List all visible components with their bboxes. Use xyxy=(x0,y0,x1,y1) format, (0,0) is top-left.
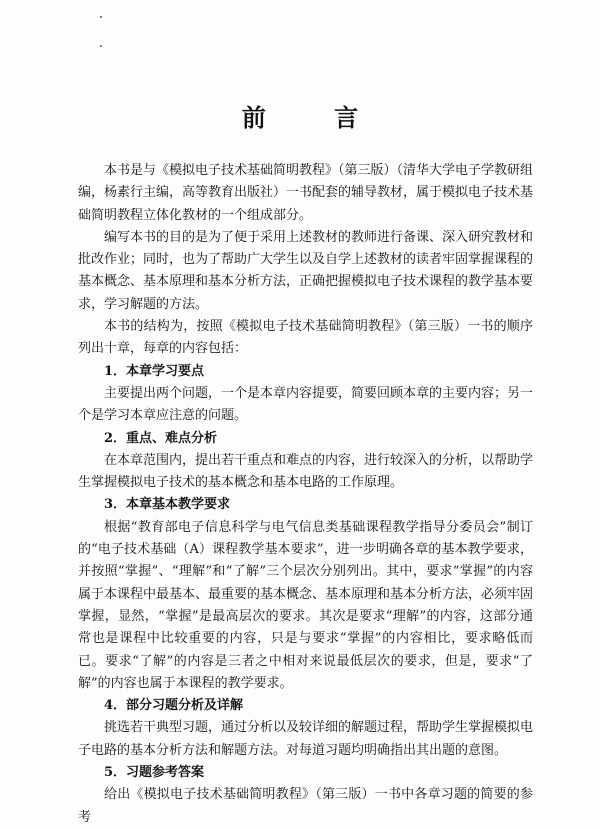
section-heading-3: 3．本章基本教学要求 xyxy=(104,497,231,513)
paragraph-structure: 本书的结构为，按照《模拟电子技术基础简明教程》（第三版）一书的顺序列出十章，每章的内容包括： xyxy=(78,319,533,357)
section-heading-2: 2．重点、难点分析 xyxy=(104,430,218,446)
paragraph-section-3: 根据“教育部电子信息科学与电气信息类基础课程教学指导分委员会”制订的“电子技术基础（A）课程教学基本要求”，进一步明确各章的基本教学要求，并按照“掌握”、“理解”和“了解”三个层次分别列出。其中，要求“掌握”的内容属于本课程中最基本、最重要的基本概念、基本原理和基本分析方法，必须牢固掌握，显然，“掌握”是最高层次的要求。其次是要求“理解”的内容，这部分通常也是课程中比较重要的内容，只是与要求“掌握”的内容相比，要求略低而已。要求“了解”的内容是三者之中相对来说最低层次的要求，但是，要求“了解”的内容也属于本课程的教学要求。 xyxy=(78,519,534,691)
paragraph-section-1: 主要提出两个问题，一个是本章内容提要，简要回顾本章的主要内容；另一个是学习本章应注意的问题。 xyxy=(78,385,534,424)
paragraph-intro: 本书是与《模拟电子技术基础简明教程》（第三版）（清华大学电子学教研组编，杨素行主编，高等教育出版社）一书配套的辅导教材，属于模拟电子技术基础简明教程立体化教材的一个组成部分。 xyxy=(78,163,534,223)
page-title: 前 言 xyxy=(241,103,389,132)
scan-speck-left xyxy=(100,45,102,47)
section-heading-4: 4．部分习题分析及详解 xyxy=(104,698,244,714)
paragraph-section-4: 挑选若干典型习题，通过分析以及较详细的解题过程，帮助学生掌握模拟电子电路的基本分析方法和解题方法。对每道习题均明确指出其出题的意图。 xyxy=(78,720,534,758)
section-heading-1: 1．本章学习要点 xyxy=(104,363,205,379)
section-heading-5: 5．习题参考答案 xyxy=(104,765,205,781)
preface-body xyxy=(78,160,533,829)
scan-speck-top xyxy=(100,16,102,18)
paragraph-purpose: 编写本书的目的是为了便于采用上述教材的教师进行备课、深入研究教材和批改作业；同时，也为了帮助广大学生以及自学上述教材的读者牢固掌握课程的基本概念、基本原理和基本分析方法，正确把握模拟电子技术课程的教学基本要求，学习解题的方法。 xyxy=(78,229,534,312)
paragraph-section-2: 在本章范围内，提出若干重点和难点的内容，进行较深入的分析，以帮助学生掌握模拟电子技术的基本概念和基本电路的工作原理。 xyxy=(78,452,534,491)
paragraph-section-5: 给出《模拟电子技术基础简明教程》（第三版）一书中各章习题的简要的参考 xyxy=(78,787,533,825)
